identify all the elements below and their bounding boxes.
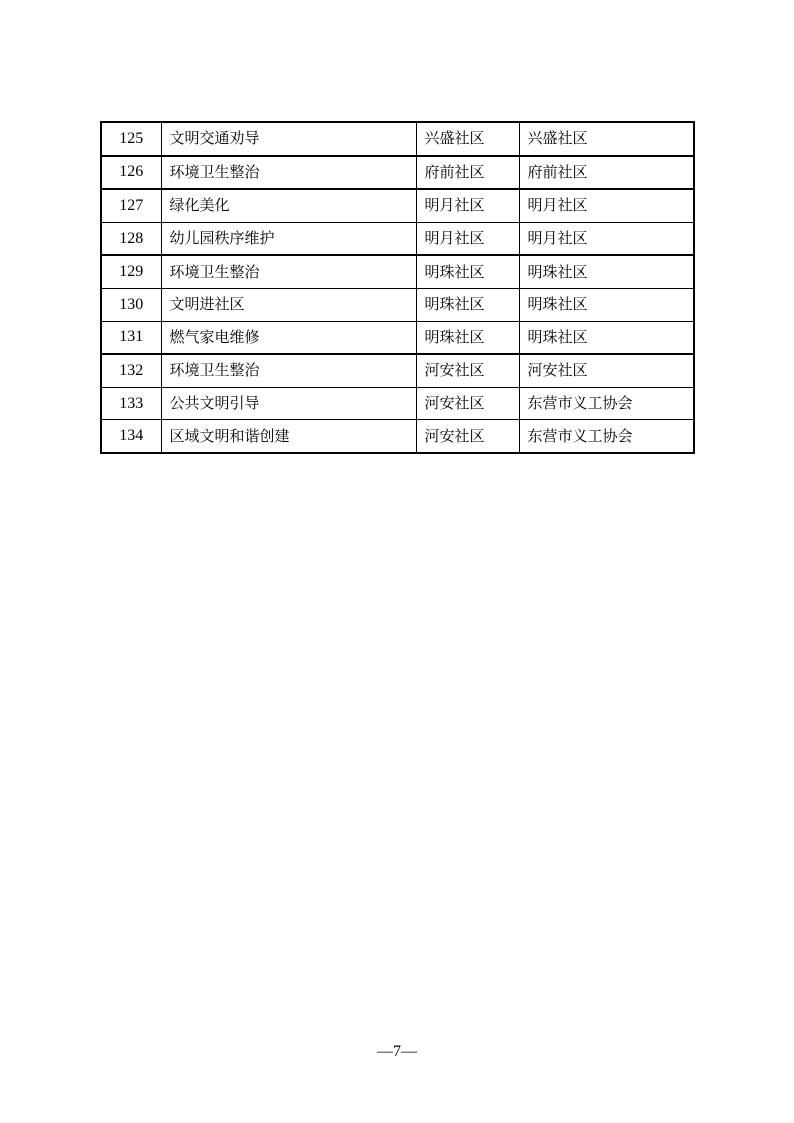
project-name: 文明进社区 (161, 288, 416, 321)
location-cell: 明珠社区 (416, 255, 519, 288)
unit-cell: 东营市义工协会 (519, 387, 694, 420)
table-row (101, 122, 694, 156)
row-number: 132 (101, 354, 161, 387)
row-number: 126 (101, 156, 161, 190)
table-row (101, 189, 694, 222)
unit-cell: 府前社区 (519, 156, 694, 190)
unit-cell: 明珠社区 (519, 321, 694, 354)
row-number: 131 (101, 321, 161, 354)
location-cell: 明月社区 (416, 222, 519, 255)
row-number: 125 (101, 122, 161, 156)
project-name: 区域文明和谐创建 (161, 420, 416, 453)
project-name: 文明交通劝导 (161, 122, 416, 156)
location-cell: 河安社区 (416, 354, 519, 387)
unit-cell: 河安社区 (519, 354, 694, 387)
page-number: —7— (377, 1043, 417, 1060)
row-number: 129 (101, 255, 161, 288)
location-cell: 明珠社区 (416, 321, 519, 354)
unit-cell: 东营市义工协会 (519, 420, 694, 453)
project-name: 幼儿园秩序维护 (161, 222, 416, 255)
project-name: 燃气家电维修 (161, 321, 416, 354)
row-number: 130 (101, 288, 161, 321)
row-number: 128 (101, 222, 161, 255)
project-name: 环境卫生整治 (161, 354, 416, 387)
unit-cell: 明珠社区 (519, 288, 694, 321)
unit-cell: 明月社区 (519, 222, 694, 255)
location-cell: 河安社区 (416, 387, 519, 420)
unit-cell: 明月社区 (519, 189, 694, 222)
table-row (101, 321, 694, 354)
row-number: 134 (101, 420, 161, 453)
location-cell: 河安社区 (416, 420, 519, 453)
row-number: 127 (101, 189, 161, 222)
location-cell: 明月社区 (416, 189, 519, 222)
table-row (101, 222, 694, 255)
table-row (101, 255, 694, 288)
table-row (101, 387, 694, 420)
project-table (100, 121, 695, 454)
project-name: 环境卫生整治 (161, 156, 416, 190)
project-name: 公共文明引导 (161, 387, 416, 420)
location-cell: 兴盛社区 (416, 122, 519, 156)
table-row (101, 420, 694, 453)
project-name: 绿化美化 (161, 189, 416, 222)
table-row (101, 354, 694, 387)
row-number: 133 (101, 387, 161, 420)
project-name: 环境卫生整治 (161, 255, 416, 288)
table-row (101, 288, 694, 321)
table-row (101, 156, 694, 190)
location-cell: 府前社区 (416, 156, 519, 190)
unit-cell: 兴盛社区 (519, 122, 694, 156)
unit-cell: 明珠社区 (519, 255, 694, 288)
location-cell: 明珠社区 (416, 288, 519, 321)
